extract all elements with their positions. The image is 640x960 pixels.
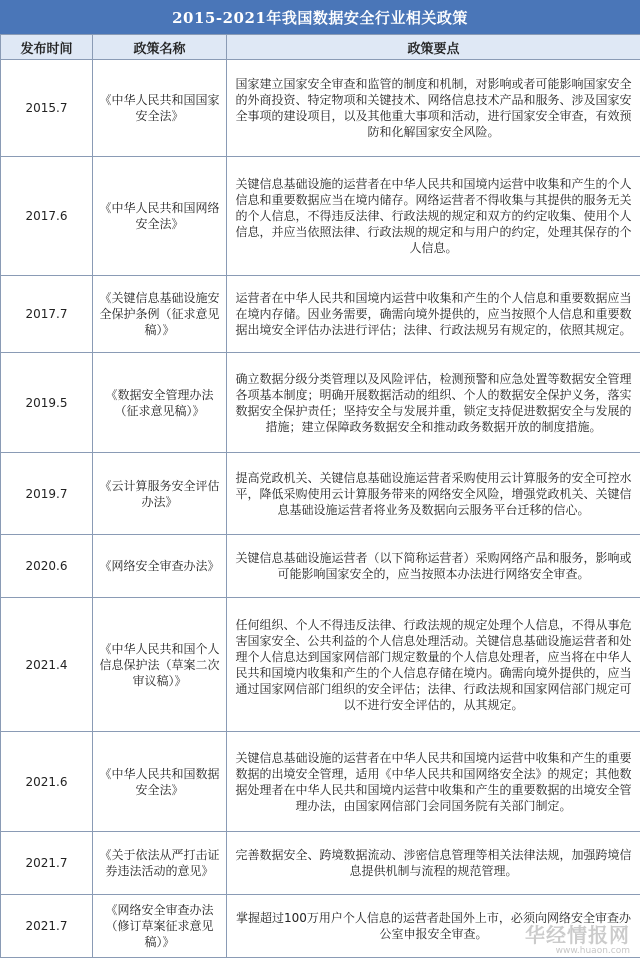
policy-table xyxy=(0,34,640,958)
row-policy-points: 关键信息基础设施的运营者在中华人民共和国境内运营中收集和产生的重要数据的出境安全管理，适用《中华人民共和国网络安全法》的规定；其他数据处理者在中华人民共和国境内运营中收集和产生的重要数据的出境安全管理办法，由国家网信部门会同国务院有关部门制定。 xyxy=(227,732,640,832)
row-policy-points: 完善数据安全、跨境数据流动、涉密信息管理等相关法律法规，加强跨境信息提供机制与流程的规范管理。 xyxy=(227,832,640,895)
row-date: 2017.7 xyxy=(1,276,93,353)
header-policy-points: 政策要点 xyxy=(227,35,640,60)
row-date: 2019.5 xyxy=(1,353,93,453)
row-policy-name: 《中华人民共和国网络安全法》 xyxy=(93,157,227,276)
table-row xyxy=(1,598,640,732)
table-row xyxy=(1,732,640,832)
row-date: 2015.7 xyxy=(1,60,93,157)
table-row xyxy=(1,276,640,353)
row-policy-points: 关键信息基础设施的运营者在中华人民共和国境内运营中收集和产生的个人信息和重要数据应当在境内储存。网络运营者不得收集与其提供的服务无关的个人信息，不得违反法律、行政法规的规定和双方的约定收集、使用个人信息，并应当依照法律、行政法规的规定和与用户的约定，处理其保存的个人信息。 xyxy=(227,157,640,276)
row-policy-name: 《网络安全审查办法》 xyxy=(93,535,227,598)
row-policy-points: 提高党政机关、关键信息基础设施运营者采购使用云计算服务的安全可控水平，降低采购使用云计算服务带来的网络安全风险，增强党政机关、关键信息基础设施运营者将业务及数据向云服务平台迁移的信心。 xyxy=(227,453,640,535)
row-date: 2020.6 xyxy=(1,535,93,598)
row-policy-points: 运营者在中华人民共和国境内运营中收集和产生的个人信息和重要数据应当在境内存储。因业务需要，确需向境外提供的，应当按照个人信息和重要数据出境安全评估办法进行评估；法律、行政法规另有规定的，依照其规定。 xyxy=(227,276,640,353)
table-row xyxy=(1,453,640,535)
row-policy-points: 掌握超过100万用户个人信息的运营者赴国外上市，必须向网络安全审查办公室申报安全审查。 xyxy=(227,895,640,958)
row-policy-name: 《中华人民共和国国家安全法》 xyxy=(93,60,227,157)
row-date: 2017.6 xyxy=(1,157,93,276)
table-title: 2015-2021年我国数据安全行业相关政策 xyxy=(0,0,640,34)
watermark-url: www.huaon.com xyxy=(555,946,630,956)
row-policy-name: 《中华人民共和国数据安全法》 xyxy=(93,732,227,832)
row-date: 2021.7 xyxy=(1,832,93,895)
header-policy-name: 政策名称 xyxy=(93,35,227,60)
row-policy-name: 《数据安全管理办法（征求意见稿）》 xyxy=(93,353,227,453)
row-policy-points: 关键信息基础设施运营者（以下简称运营者）采购网络产品和服务，影响或可能影响国家安全的，应当按照本办法进行网络安全审查。 xyxy=(227,535,640,598)
row-policy-name: 《网络安全审查办法（修订草案征求意见稿）》 xyxy=(93,895,227,958)
table-row xyxy=(1,535,640,598)
table-row xyxy=(1,895,640,958)
row-policy-points: 确立数据分级分类管理以及风险评估，检测预警和应急处置等数据安全管理各项基本制度；明确开展数据活动的组织、个人的数据安全保护义务，落实数据安全保护责任；坚持安全与发展并重，锁定支持促进数据安全与发展的措施；建立保障政务数据安全和推动政务数据开放的制度措施。 xyxy=(227,353,640,453)
table-row xyxy=(1,157,640,276)
row-policy-name: 《关于依法从严打击证券违法活动的意见》 xyxy=(93,832,227,895)
row-date: 2021.6 xyxy=(1,732,93,832)
table-row xyxy=(1,832,640,895)
row-policy-points: 国家建立国家安全审查和监管的制度和机制，对影响或者可能影响国家安全的外商投资、特定物项和关键技术、网络信息技术产品和服务、涉及国家安全事项的建设项目，以及其他重大事项和活动，进行国家安全审查，有效预防和化解国家安全风险。 xyxy=(227,60,640,157)
row-policy-name: 《云计算服务安全评估办法》 xyxy=(93,453,227,535)
header-row xyxy=(1,35,640,60)
row-policy-name: 《关键信息基础设施安全保护条例（征求意见稿）》 xyxy=(93,276,227,353)
row-policy-name: 《中华人民共和国个人信息保护法（草案二次审议稿）》 xyxy=(93,598,227,732)
table-row xyxy=(1,353,640,453)
table-row xyxy=(1,60,640,157)
watermark-logo-text: 华经情报网 xyxy=(525,923,630,947)
row-date: 2019.7 xyxy=(1,453,93,535)
row-date: 2021.4 xyxy=(1,598,93,732)
row-policy-points: 任何组织、个人不得违反法律、行政法规的规定处理个人信息，不得从事危害国家安全、公共利益的个人信息处理活动。关键信息基础设施运营者和处理个人信息达到国家网信部门规定数量的个人信息处理者，应当将在中华人民共和国境内收集和产生的个人信息存储在境内。确需向境外提供的，应当通过国家网信部门组织的安全评估；法律、行政法规和国家网信部门规定可以不进行安全评估的，从其规定。 xyxy=(227,598,640,732)
row-date: 2021.7 xyxy=(1,895,93,958)
header-date: 发布时间 xyxy=(1,35,93,60)
